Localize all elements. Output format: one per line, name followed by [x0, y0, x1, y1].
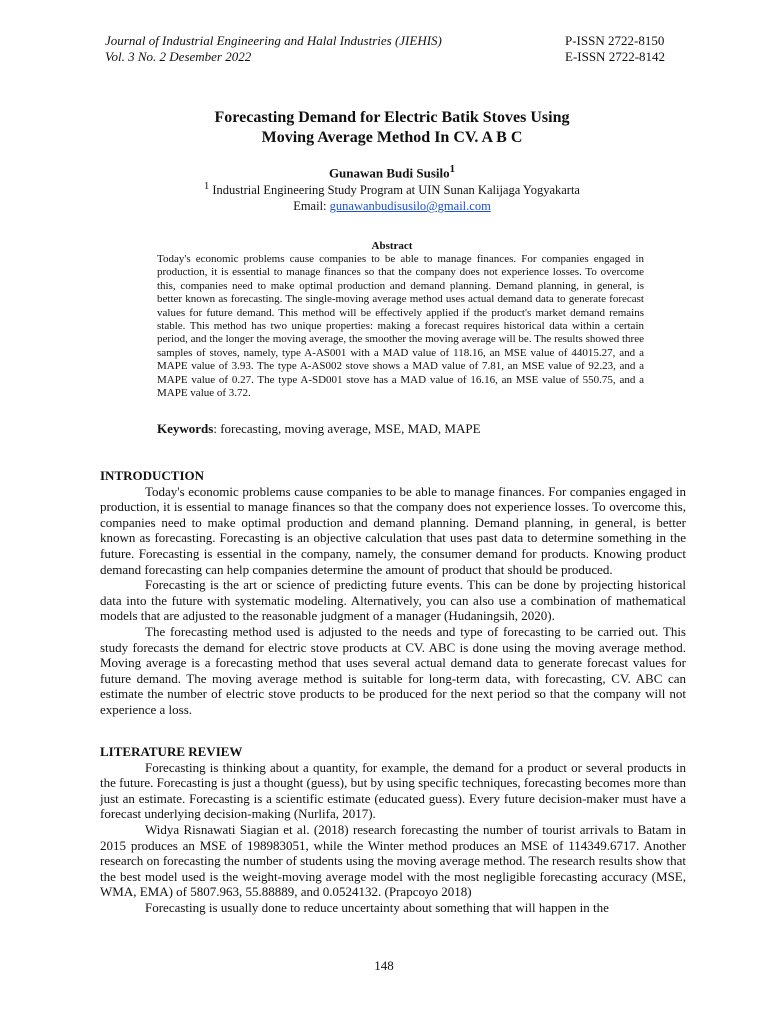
paragraph: Today's economic problems cause companies to be able to manage finances. For companies engaged in production, it is essential to manage finances so that the company does not experience losses. To overcome this, companies need to make optimal production and demand planning. Demand planning, in general, is better known as forecasting. Forecasting is an objective calculation that uses past data to determine something in the future. Forecasting is essential in the company, namely, the consumer demand for products. Knowing product demand forecasting can help companies determine the amount of product that should be produced.: [100, 483, 686, 577]
paragraph: Forecasting is usually done to reduce uncertainty about something that will happen in the: [145, 899, 609, 915]
introduction-heading: INTRODUCTION: [100, 468, 205, 483]
journal-name: Journal of Industrial Engineering and Halal Industries (JIEHIS): [105, 33, 442, 48]
page-number: 148: [374, 958, 394, 973]
literature-review-heading: LITERATURE REVIEW: [100, 744, 243, 759]
affiliation: Industrial Engineering Study Program at UIN Sunan Kalijaga Yogyakarta: [209, 183, 580, 198]
paper-title: [100, 108, 684, 148]
journal-volume: Vol. 3 No. 2 Desember 2022: [105, 49, 252, 64]
abstract-heading: Abstract: [371, 240, 413, 252]
introduction-section: [100, 468, 686, 718]
title-line-1: Forecasting Demand for Electric Batik Stoves Using: [214, 109, 570, 126]
abstract-text: Today's economic problems cause companies to be able to manage finances. For companies engaged in production, it is essential to manage finances so that the company does not experience losses. To overcome this, companies need to make optimal production and demand planning. Demand planning, in general, is better known as forecasting. The single-moving average method uses actual demand data to generate forecast values for future demand. This method will be effectively applied if the product's market demand remains stable. This method has two unique properties: making a forecast requires historical data within a certain period, and the longer the moving average, the smoother the moving average will be. The results showed three samples of stoves, namely, type A-AS001 with a MAD value of 118.16, an MSE value of 44015.27, and a MAPE value of 3.93. The type A-AS002 stove shows a MAD value of 7.81, an MSE value of 92.23, and a MAPE value of 0.27. The type A-SD001 stove has a MAD value of 16.16, an MSE value of 550.75, and a MAPE value of 3.72.: [157, 253, 644, 400]
title-line-2: Moving Average Method In CV. A B C: [261, 129, 523, 146]
keywords-label: Keywords: [157, 421, 214, 436]
paragraph: Widya Risnawati Siagian et al. (2018) research forecasting the number of tourist arrivals to Batam in 2015 produces an MSE of 198983051, while the Winter method produces an MSE of 114349.6717. Another research on forecasting the number of students using the moving average method. The research results show that the best model used is the weight-moving average model with the most negligible forecasting accuracy (MSE, WMA, EMA) of 5807.963, 55.88889, and 0.0524132. (Prapcoyo 2018): [100, 821, 686, 900]
paragraph: Forecasting is the art or science of predicting future events. This can be done by projecting historical data into the future with systematic modeling. Alternatively, you can also use a combination of mathematical models that are adjusted to the reasonable judgment of a manager (Hudaningsih, 2020).: [100, 577, 686, 624]
eissn: E-ISSN 2722-8142: [565, 49, 666, 64]
author-superscript: 1: [449, 163, 456, 175]
affiliation-block: [100, 179, 684, 214]
email-link[interactable]: gunawanbudisusilo@gmail.com: [329, 199, 491, 214]
keywords-list: : forecasting, moving average, MSE, MAD, MAPE: [213, 421, 481, 436]
pissn: P-ISSN 2722-8150: [565, 33, 665, 48]
paragraph: Forecasting is thinking about a quantity, for example, the demand for a product or several products in the future. Forecasting is just a thought (guess), but by using specific techniques, forecasting becomes more than just an estimate. Forecasting is a scientific estimate (educated guess). Every future decision-maker must have a forecast underlying decision-making (Nurlifa, 2017).: [100, 759, 686, 822]
affiliation-superscript: 1: [204, 181, 210, 192]
keywords: [157, 421, 644, 437]
author-name: Gunawan Budi Susilo: [328, 165, 450, 181]
literature-review-section: [100, 744, 686, 916]
email-label: Email:: [293, 199, 330, 214]
paragraph: The forecasting method used is adjusted to the needs and type of forecasting to be carried out. This study forecasts the demand for electric stove products at CV. ABC is done using the moving average method. Moving average is a forecasting method that uses several actual demand data to generate forecast values for future demand. The moving average method is suitable for long-term data, with forecasting, CV. ABC can estimate the number of electric stove products to be produced for the next period so that the company will not experience a loss.: [100, 623, 686, 717]
running-header: [105, 33, 675, 65]
